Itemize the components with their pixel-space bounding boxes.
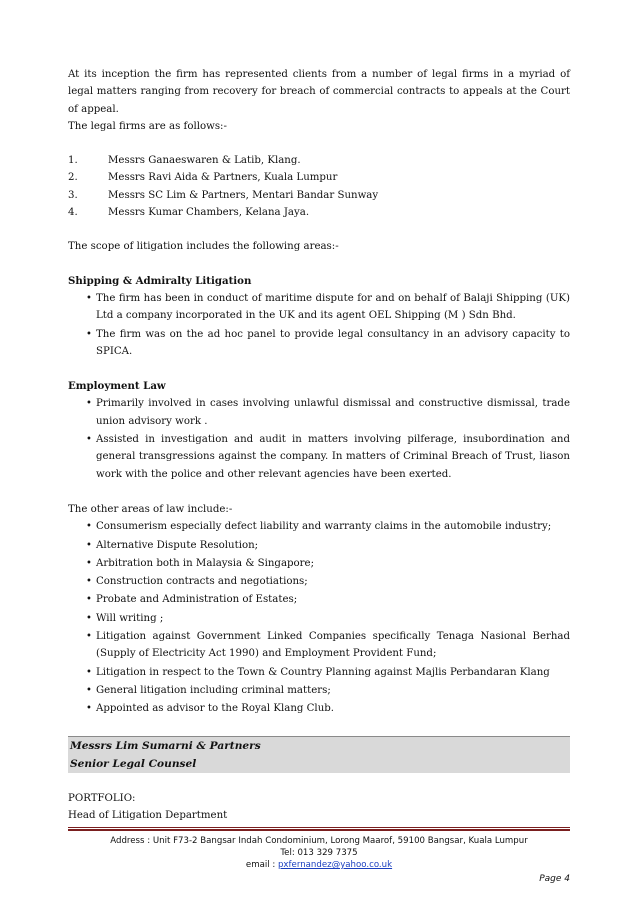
list-item: 1. Messrs Ganaeswaren & Latib, Klang. bbox=[68, 155, 301, 167]
list-item: • The firm was on the ad hoc panel to provide legal consultancy in an advisory capacity to SPICA. bbox=[68, 326, 570, 361]
bullet-icon bbox=[86, 664, 94, 681]
firms-intro: The legal firms are as follows:- bbox=[68, 120, 227, 132]
list-item: • Primarily involved in cases involving unlawful dismissal and constructive dismissal, trade union advisory work . bbox=[68, 395, 570, 430]
bullet-icon bbox=[86, 326, 94, 343]
list-item: • The firm has been in conduct of maritime dispute for and on behalf of Balaji Shipping (UK) Ltd a company incorporated in the UK and its agent OEL Shipping (M ) Sdn Bhd. bbox=[68, 290, 570, 325]
footer-address: Address : Unit F73-2 Bangsar Indah Condominium, Lorong Maarof, 59100 Bangsar, Kuala Lumpur bbox=[110, 836, 528, 846]
list-item: • Litigation against Government Linked Companies specifically Tenaga Nasional Berhad (Supply of Electricity Act 1990) and Employment Provident Fund; bbox=[68, 628, 570, 663]
other-areas-list bbox=[68, 518, 570, 717]
employment-list bbox=[68, 395, 570, 482]
list-item: 2. Messrs Ravi Aida & Partners, Kuala Lumpur bbox=[68, 172, 338, 184]
bullet-icon bbox=[86, 700, 94, 717]
list-item: • Assisted in investigation and audit in matters involving pilferage, insubordination and general transgressions against the company. In matters of Criminal Breach of Trust, liason work with the police and other relevant agencies have been exerted. bbox=[68, 431, 570, 483]
other-areas-intro: The other areas of law include:- bbox=[68, 503, 233, 515]
list-item: • Arbitration both in Malaysia & Singapore; bbox=[68, 555, 570, 572]
footer-email-label: email : bbox=[245, 860, 278, 870]
list-item: • Will writing ; bbox=[68, 610, 570, 627]
footer-tel: Tel: 013 329 7375 bbox=[280, 848, 358, 858]
employment-heading: Employment Law bbox=[68, 380, 166, 393]
shipping-list bbox=[68, 290, 570, 360]
list-item: • Appointed as advisor to the Royal Klang Club. bbox=[68, 700, 570, 717]
list-item: • General litigation including criminal matters; bbox=[68, 682, 570, 699]
bullet-icon bbox=[86, 628, 94, 645]
bullet-icon bbox=[86, 555, 94, 572]
firms-list bbox=[68, 152, 570, 221]
list-item: 3. Messrs SC Lim & Partners, Mentari Bandar Sunway bbox=[68, 189, 379, 201]
page-footer bbox=[68, 835, 570, 871]
page-content bbox=[68, 66, 570, 824]
footer-email-line bbox=[68, 859, 570, 871]
position-firm: Messrs Lim Sumarni & Partners bbox=[68, 736, 570, 755]
bullet-icon bbox=[86, 682, 94, 699]
footer-rule bbox=[68, 827, 570, 831]
intro-paragraph: At its inception the firm has represented clients from a number of legal firms in a myriad of legal matters ranging from recovery for breach of commercial contracts to appeals at the Court of appeal. bbox=[68, 69, 570, 115]
bullet-icon bbox=[86, 537, 94, 554]
list-item: • Alternative Dispute Resolution; bbox=[68, 537, 570, 554]
bullet-icon bbox=[86, 610, 94, 627]
bullet-icon bbox=[86, 573, 94, 590]
position-block bbox=[68, 736, 570, 773]
bullet-icon bbox=[86, 395, 94, 412]
list-item: • Litigation in respect to the Town & Country Planning against Majlis Perbandaran Klang bbox=[68, 664, 570, 681]
page-number: Page 4 bbox=[539, 874, 570, 884]
list-item: 4. Messrs Kumar Chambers, Kelana Jaya. bbox=[68, 207, 310, 219]
portfolio-value: Head of Litigation Department bbox=[68, 809, 228, 821]
list-item: • Consumerism especially defect liability and warranty claims in the automobile industry; bbox=[68, 518, 570, 535]
scope-intro: The scope of litigation includes the following areas:- bbox=[68, 241, 339, 253]
bullet-icon bbox=[86, 591, 94, 608]
bullet-icon bbox=[86, 518, 94, 535]
bullet-icon bbox=[86, 290, 94, 307]
position-title: Senior Legal Counsel bbox=[68, 755, 570, 773]
shipping-heading: Shipping & Admiralty Litigation bbox=[68, 274, 252, 287]
footer-email-link[interactable]: pxfernandez@yahoo.co.uk bbox=[277, 860, 393, 870]
portfolio-label: PORTFOLIO: bbox=[68, 792, 136, 804]
bullet-icon bbox=[86, 431, 94, 448]
list-item: • Construction contracts and negotiations; bbox=[68, 573, 570, 590]
list-item: • Probate and Administration of Estates; bbox=[68, 591, 570, 608]
